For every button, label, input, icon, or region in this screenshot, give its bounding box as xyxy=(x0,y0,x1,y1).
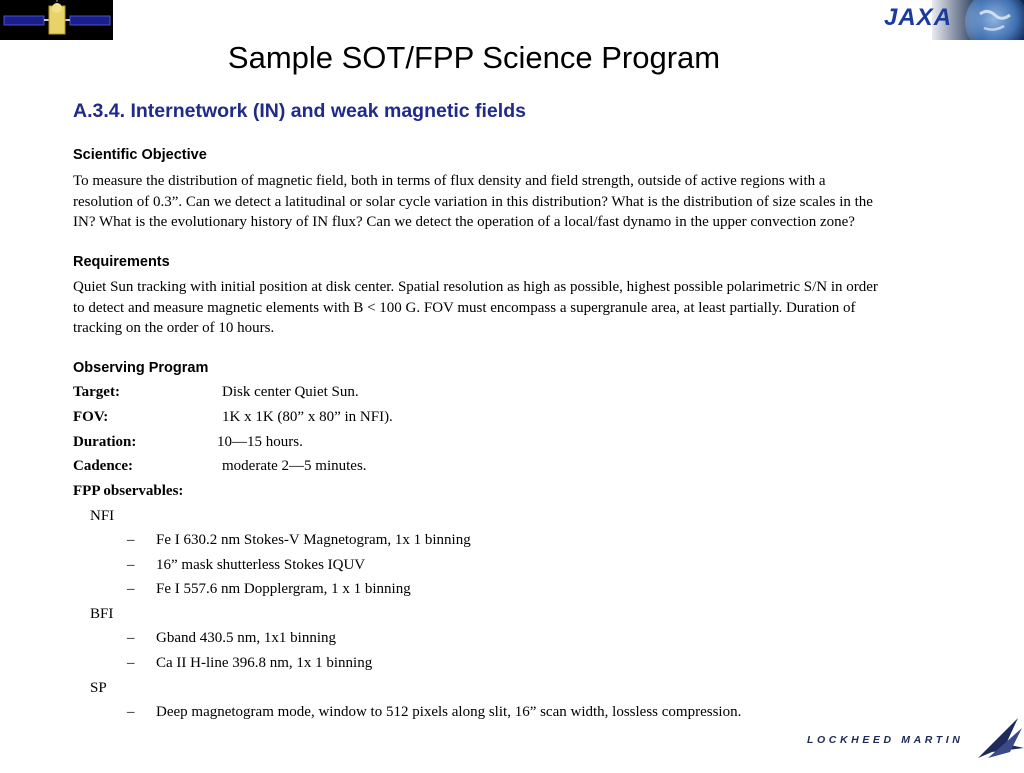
objective-line: To measure the distribution of magnetic field, both in terms of flux density and field strength, outside of active regions with a xyxy=(73,173,826,189)
requirements-paragraph xyxy=(73,277,1003,339)
cadence-value: moderate 2—5 minutes. xyxy=(222,458,367,474)
fov-value: 1K x 1K (80” x 80” in NFI). xyxy=(222,409,393,425)
bfi-item: Gband 430.5 nm, 1x1 binning xyxy=(156,630,336,646)
page-title: Sample SOT/FPP Science Program xyxy=(227,40,721,75)
sp-item: Deep magnetogram mode, window to 512 pixels along slit, 16” scan width, lossless compression. xyxy=(156,704,742,720)
requirements-line: tracking on the order of 10 hours. xyxy=(73,320,275,336)
fov-label: FOV: xyxy=(73,409,109,425)
requirements-heading: Requirements xyxy=(73,254,170,270)
bullet-dash: – xyxy=(127,630,135,646)
nfi-item: Fe I 630.2 nm Stokes-V Magnetogram, 1x 1 binning xyxy=(156,532,471,548)
bullet-dash: – xyxy=(127,557,135,573)
requirements-line: to detect and measure magnetic elements with B < 100 G. FOV must encompass a supergranule area, at least partially. Duration of xyxy=(73,299,856,316)
bullet-dash: – xyxy=(127,581,135,597)
cadence-label: Cadence: xyxy=(73,458,133,474)
nfi-item: Fe I 557.6 nm Dopplergram, 1 x 1 binning xyxy=(156,581,411,597)
requirements-line: Quiet Sun tracking with initial position at disk center. Spatial resolution as high as possible, highest possible polarimetric S/N in order xyxy=(73,279,878,295)
jaxa-logo xyxy=(872,0,1024,40)
fpp-observables-label: FPP observables: xyxy=(73,483,184,499)
target-value: Disk center Quiet Sun. xyxy=(222,384,359,400)
satellite-banner-image xyxy=(0,0,113,40)
nfi-item: 16” mask shutterless Stokes IQUV xyxy=(156,557,366,573)
objective-line: IN? What is the evolutionary history of IN flux? Can we detect the operation of a local/fast dynamo in the upper convection zone? xyxy=(73,214,855,230)
satellite-icon xyxy=(0,0,113,40)
lockheed-martin-logo xyxy=(800,718,1024,768)
objective-line: resolution of 0.3”. Can we detect a latitudinal or solar cycle variation in this distribution? What is the distribution of size scales in the xyxy=(73,193,873,210)
jaxa-logo-text: JAXA xyxy=(884,4,953,31)
objective-paragraph xyxy=(73,171,1003,233)
bullet-dash: – xyxy=(127,655,135,671)
duration-label: Duration: xyxy=(73,434,137,450)
bullet-dash: – xyxy=(127,532,135,548)
target-label: Target: xyxy=(73,384,120,400)
observing-heading: Observing Program xyxy=(73,360,209,376)
duration-value: 10—15 hours. xyxy=(217,434,303,450)
group-bfi: BFI xyxy=(90,606,114,622)
group-nfi: NFI xyxy=(90,508,115,524)
group-sp: SP xyxy=(90,680,107,696)
section-heading: A.3.4. Internetwork (IN) and weak magnetic fields xyxy=(73,100,526,122)
objective-heading: Scientific Objective xyxy=(73,147,207,163)
bullet-dash: – xyxy=(127,704,135,720)
lockheed-martin-text: LOCKHEED MARTIN xyxy=(807,734,964,746)
bfi-item: Ca II H-line 396.8 nm, 1x 1 binning xyxy=(156,655,373,671)
